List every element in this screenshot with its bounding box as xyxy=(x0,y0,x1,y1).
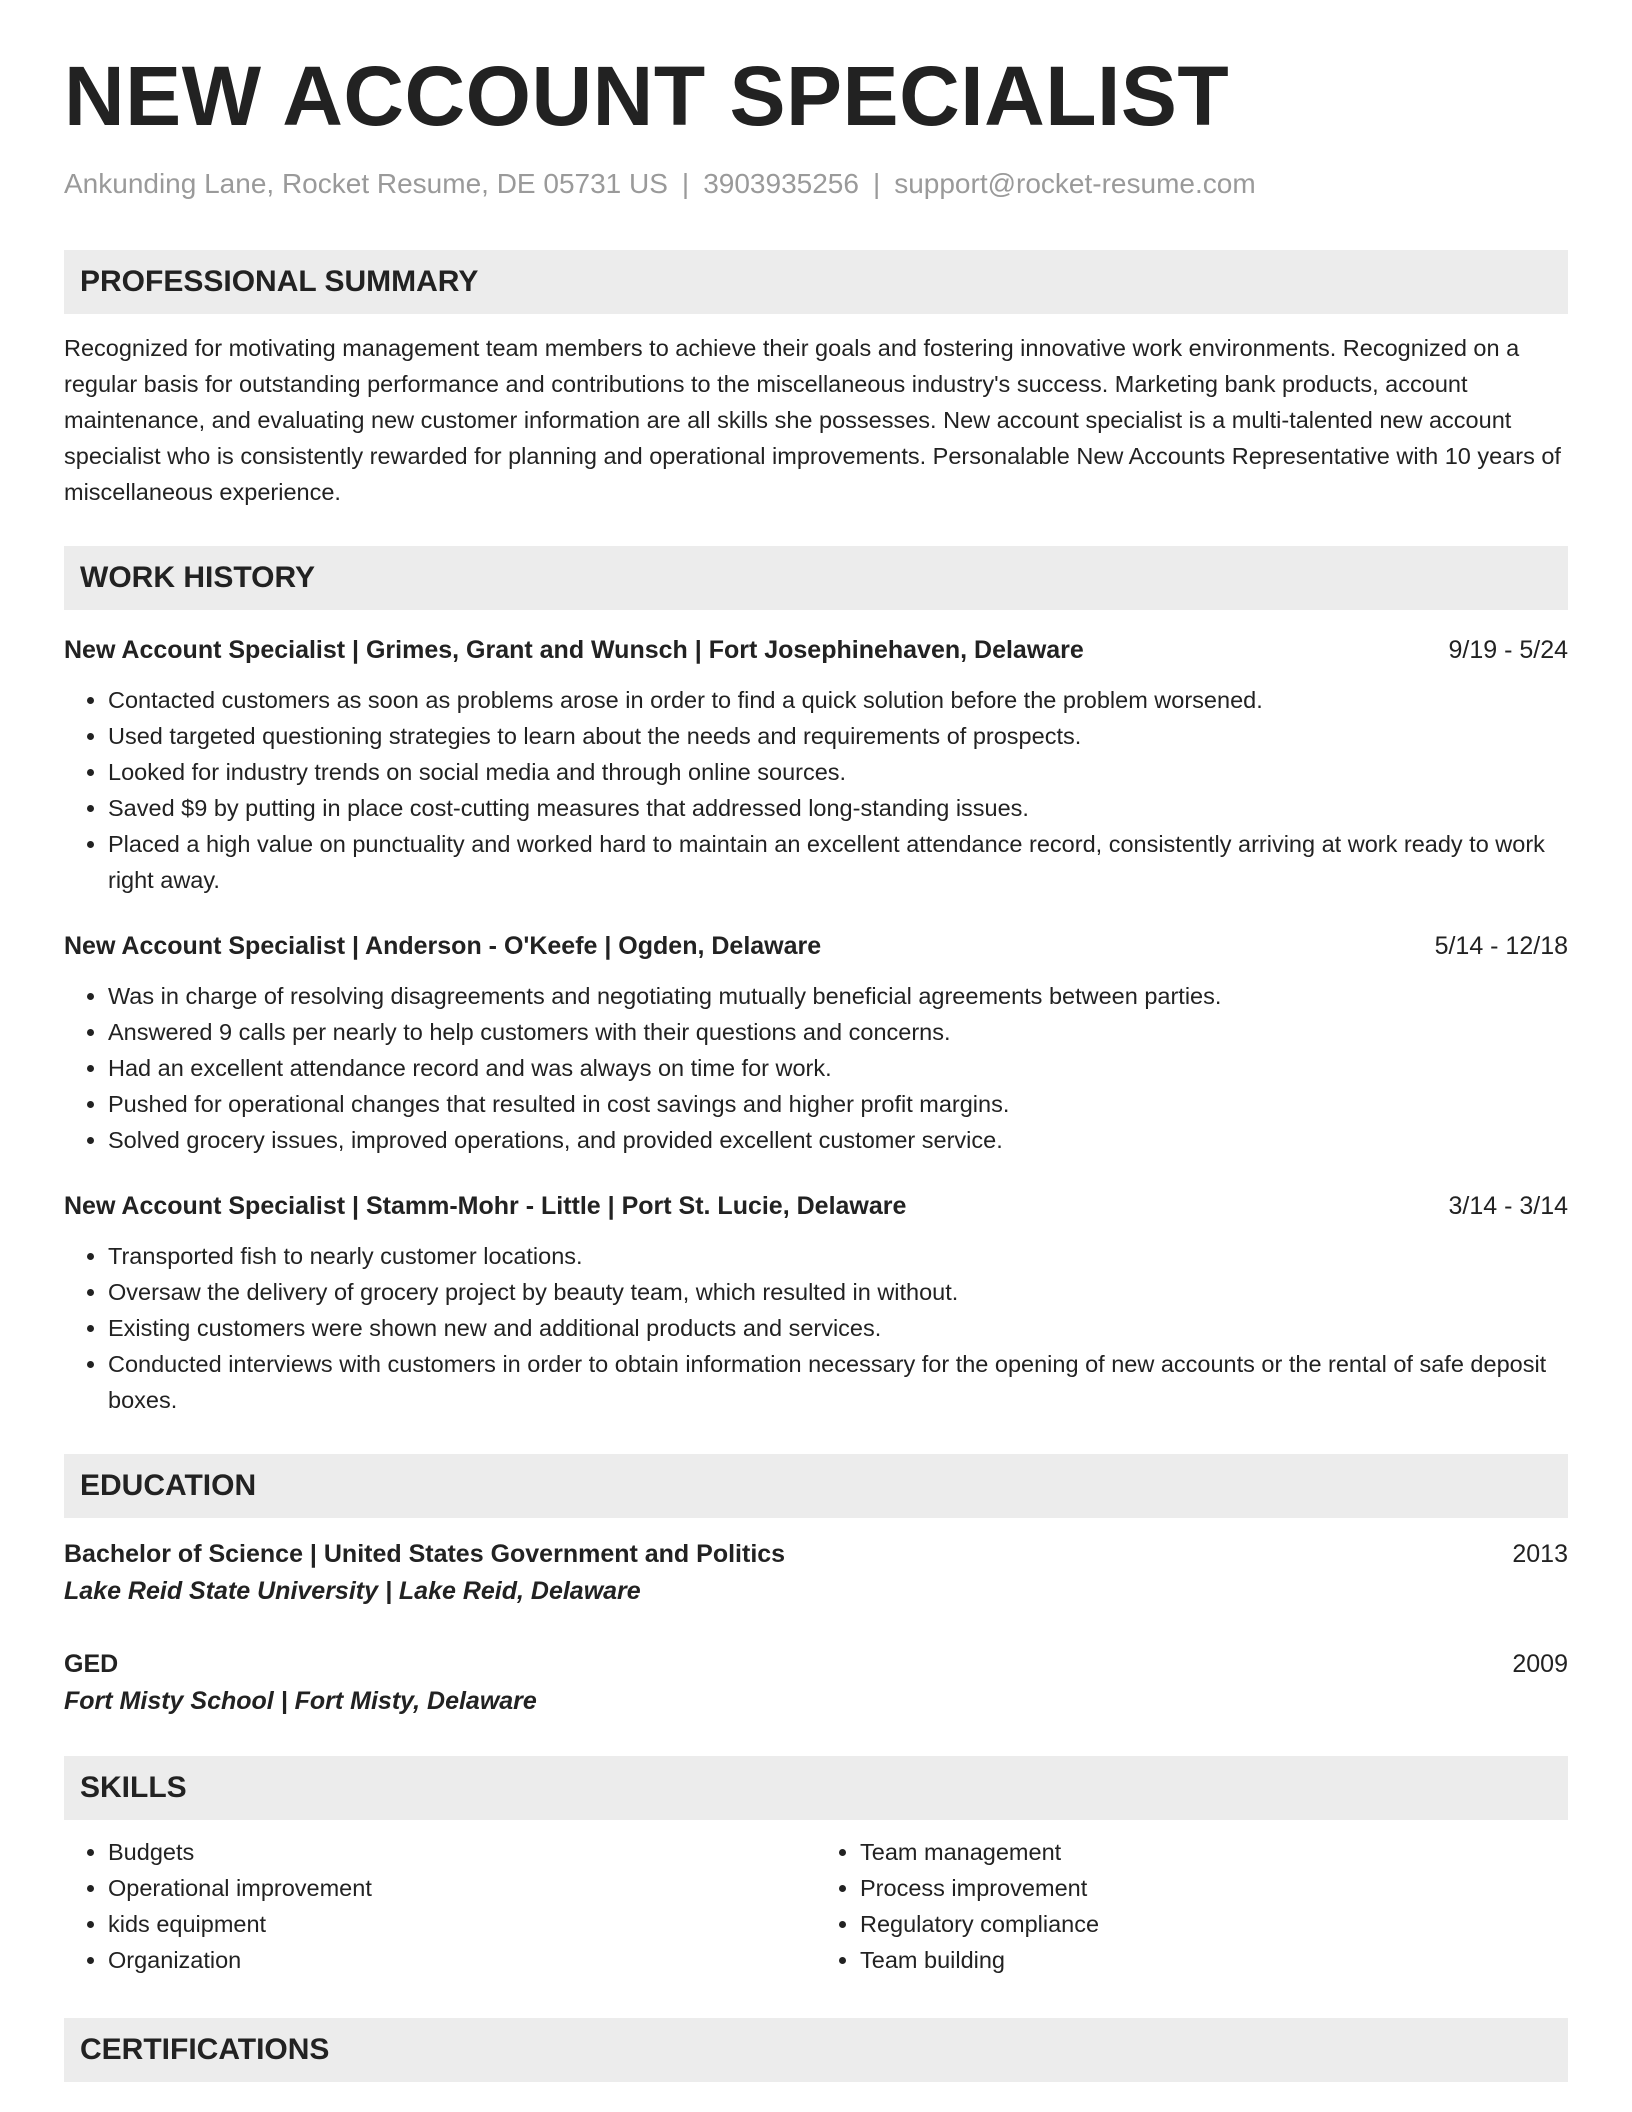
job-bullet: • Conducted interviews with customers in order to obtain information necessary for the opening of new accounts or the rental of safe deposit boxes. xyxy=(108,1346,1568,1418)
job-bullet: • Oversaw the delivery of grocery project by beauty team, which resulted in without. xyxy=(108,1274,1568,1310)
summary-text: Recognized for motivating management team members to achieve their goals and fostering innovative work environments. Recognized on a regular basis for outstanding performance and contributions to the miscellaneous industry's success. Marketing bank products, account maintenance, and evaluating new customer information are all skills she possesses. New account specialist is a multi-talented new account specialist who is consistently rewarded for planning and operational improvements. Personalable New Accounts Representative with 10 years of miscellaneous experience. xyxy=(64,335,1561,505)
skill-item: • Process improvement xyxy=(860,1870,1568,1906)
section-header-education: EDUCATION xyxy=(64,1454,1568,1518)
contact-address: Ankunding Lane, Rocket Resume, DE 05731 US xyxy=(64,168,668,199)
job-entry xyxy=(64,1188,1568,1418)
education-entry xyxy=(64,1536,1568,1610)
section-header-certifications: CERTIFICATIONS xyxy=(64,2018,1568,2082)
skill-item: • Team building xyxy=(860,1942,1568,1978)
education-degree: Bachelor of Science | United States Government and Politics xyxy=(64,1540,786,1568)
education-school: Lake Reid State University | Lake Reid, Delaware xyxy=(64,1577,641,1605)
section-header-summary: PROFESSIONAL SUMMARY xyxy=(64,250,1568,314)
section-header-work-history: WORK HISTORY xyxy=(64,546,1568,610)
skill-item: • Regulatory compliance xyxy=(860,1906,1568,1942)
job-bullet: • Had an excellent attendance record and was always on time for work. xyxy=(108,1050,1568,1086)
job-entry xyxy=(64,632,1568,898)
job-bullet: • Transported fish to nearly customer locations. xyxy=(108,1238,1568,1274)
education-entry xyxy=(64,1646,1568,1720)
skills-list xyxy=(64,1834,1568,1978)
job-bullet: • Contacted customers as soon as problems arose in order to find a quick solution before the problem worsened. xyxy=(108,682,1568,718)
job-heading: New Account Specialist | Anderson - O'Keefe | Ogden, Delaware xyxy=(64,932,822,960)
job-bullet: • Looked for industry trends on social media and through online sources. xyxy=(108,754,1568,790)
job-bullets xyxy=(64,978,1568,1158)
skill-item: • Operational improvement xyxy=(108,1870,816,1906)
skill-item: • kids equipment xyxy=(108,1906,816,1942)
job-heading: New Account Specialist | Stamm-Mohr - Little | Port St. Lucie, Delaware xyxy=(64,1192,907,1220)
job-heading: New Account Specialist | Grimes, Grant and Wunsch | Fort Josephinehaven, Delaware xyxy=(64,636,1084,664)
job-bullet: • Pushed for operational changes that resulted in cost savings and higher profit margins. xyxy=(108,1086,1568,1122)
job-bullet: • Solved grocery issues, improved operations, and provided excellent customer service. xyxy=(108,1122,1568,1158)
job-bullet: • Existing customers were shown new and additional products and services. xyxy=(108,1310,1568,1346)
job-bullets xyxy=(64,682,1568,898)
job-bullet: • Used targeted questioning strategies to learn about the needs and requirements of prospects. xyxy=(108,718,1568,754)
skills-column-right xyxy=(816,1834,1568,1978)
section-header-skills: SKILLS xyxy=(64,1756,1568,1820)
contact-separator: | xyxy=(872,168,881,199)
education-year: 2013 xyxy=(1512,1540,1568,1568)
job-bullet: • Was in charge of resolving disagreements and negotiating mutually beneficial agreements between parties. xyxy=(108,978,1568,1014)
job-bullets xyxy=(64,1238,1568,1418)
job-bullet: • Saved $9 by putting in place cost-cutting measures that addressed long-standing issues. xyxy=(108,790,1568,826)
resume-name: NEW ACCOUNT SPECIALIST xyxy=(64,49,1230,143)
contact-line xyxy=(64,168,1568,200)
education-school: Fort Misty School | Fort Misty, Delaware xyxy=(64,1687,537,1715)
job-entry xyxy=(64,928,1568,1158)
contact-separator: | xyxy=(681,168,690,199)
skills-column-left xyxy=(64,1834,816,1978)
job-bullet: • Answered 9 calls per nearly to help customers with their questions and concerns. xyxy=(108,1014,1568,1050)
skill-item: • Budgets xyxy=(108,1834,816,1870)
job-dates: 5/14 - 12/18 xyxy=(1434,932,1568,960)
job-dates: 3/14 - 3/14 xyxy=(1448,1192,1568,1220)
skill-item: • Team management xyxy=(860,1834,1568,1870)
contact-email: support@rocket-resume.com xyxy=(894,168,1256,199)
education-year: 2009 xyxy=(1512,1650,1568,1678)
job-dates: 9/19 - 5/24 xyxy=(1448,636,1568,664)
skill-item: • Organization xyxy=(108,1942,816,1978)
job-bullet: • Placed a high value on punctuality and worked hard to maintain an excellent attendance record, consistently arriving at work ready to work right away. xyxy=(108,826,1568,898)
contact-phone: 3903935256 xyxy=(703,168,859,199)
education-degree: GED xyxy=(64,1650,119,1678)
